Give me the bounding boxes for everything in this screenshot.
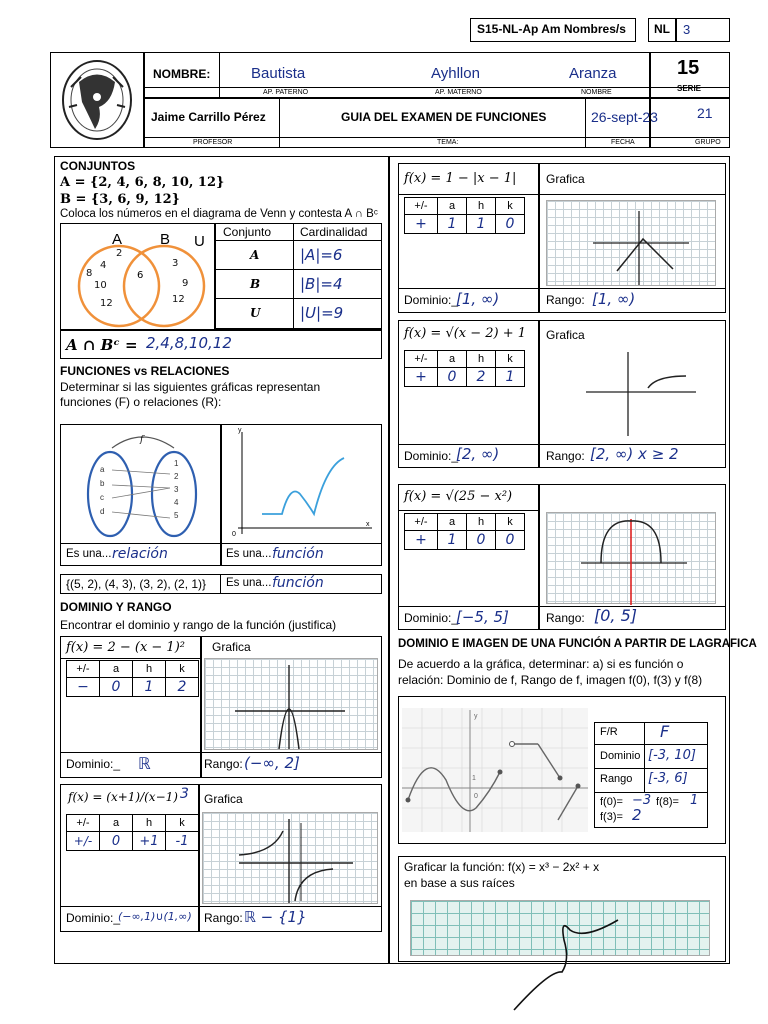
ap-materno-value: Ayhllon (431, 65, 480, 82)
f1-v-0: − (67, 678, 100, 697)
r2-h-3: k (496, 351, 525, 368)
r1-h-0: +/- (405, 198, 438, 215)
f1-h-1: a (100, 661, 133, 678)
header-block (50, 52, 730, 148)
serie-value: 15 (677, 57, 700, 79)
nombre-value: Aranza (569, 65, 617, 82)
nl-value: 3 (683, 22, 691, 37)
f8-label: f(8)= (656, 796, 679, 808)
r3-table (404, 513, 525, 550)
venn-a-number: 12 (100, 298, 113, 309)
f2-note: 3 (180, 786, 189, 802)
r1-h-2: h (467, 198, 496, 215)
mapping-range-item: 4 (174, 498, 179, 507)
r3-formula: f(x) = √(25 − x²) (404, 489, 513, 504)
ran-label: Rango (600, 773, 633, 785)
code-box (470, 18, 636, 42)
f1-grafica-label: Grafica (212, 640, 251, 654)
tema-value: GUIA DEL EXAMEN DE FUNCIONES (341, 110, 547, 124)
dom-img-o: 0 (474, 793, 478, 800)
f2-grafica-label: Grafica (204, 792, 243, 806)
venn-a-number: 8 (86, 268, 93, 279)
graficar-text: Graficar la función: f(x) = x³ − 2x² + x (404, 860, 600, 874)
r2-dominio-label: Dominio:_ (404, 449, 459, 463)
relation-graph (226, 426, 376, 540)
set-b: B = {3, 6, 9, 12} (60, 192, 181, 207)
r1-rango-label: Rango: (546, 293, 585, 307)
fecha-value: 26-sept-23 (591, 109, 658, 125)
row-u-set: U (250, 306, 261, 320)
venn-middle: 6 (137, 270, 144, 281)
r2-v-1: 0 (438, 368, 467, 387)
conjuntos-title: CONJUNTOS (60, 159, 136, 173)
r1-v-3: 0 (496, 215, 525, 234)
dom-img-one: 1 (472, 775, 476, 782)
r2-h-2: h (467, 351, 496, 368)
f2-dominio-answer: (−∞,1)∪(1,∞) (118, 910, 192, 923)
mapping-range-item: 2 (174, 472, 179, 481)
r1-dominio-label: Dominio:_ (404, 293, 459, 307)
venn-b-number: 12 (172, 294, 185, 305)
mapping-diagram (82, 430, 212, 540)
f1-v-2: 1 (133, 678, 166, 697)
f2-h-3: k (166, 815, 199, 832)
r3-dominio-answer: [−5, 5] (456, 608, 509, 626)
venn-label-u: U (194, 233, 205, 250)
r1-v-0: + (405, 215, 438, 234)
mapping-domain-item: b (100, 479, 105, 488)
r1-formula: f(x) = 1 − |x − 1| (404, 171, 517, 186)
mapping-domain-item: d (100, 507, 105, 516)
row-a-set: A (250, 248, 260, 262)
f1-rango-answer: (−∞, 2] (244, 754, 300, 772)
r3-h-2: h (467, 514, 496, 531)
r1-v-2: 1 (467, 215, 496, 234)
f2-graph (202, 812, 378, 904)
f1-rango-label: Rango: (204, 757, 243, 771)
profesor-value: Jaime Carrillo Pérez (151, 110, 266, 124)
mapping-range-item: 3 (174, 485, 179, 494)
f2-rango-label: Rango: (204, 911, 243, 925)
r3-rango-label: Rango: (546, 611, 585, 625)
f2-v-1: 0 (100, 832, 133, 851)
f2-h-1: a (100, 815, 133, 832)
r1-h-1: a (438, 198, 467, 215)
funciones-instruction: Determinar si las siguientes gráficas representan funciones (F) o relaciones (R): (60, 380, 321, 409)
venn-a-number: 4 (100, 260, 107, 271)
conjuntos-instruction: Coloca los números en el diagrama de Venn y contesta A ∩ Bᶜ (60, 208, 378, 220)
intersection-answer: 2,4,8,10,12 (146, 334, 232, 352)
f2-rango-answer: ℝ − {1} (244, 908, 307, 926)
row-b-answer: |B|=4 (300, 275, 343, 293)
f2-h-0: +/- (67, 815, 100, 832)
lbl-tema: TEMA: (437, 139, 459, 146)
f3-label: f(3)= (600, 811, 623, 823)
venn-a-number: 2 (116, 248, 123, 259)
mapping-domain-item: a (100, 465, 105, 474)
lbl-profesor: PROFESOR (193, 139, 233, 146)
venn-b-number: 3 (172, 258, 179, 269)
f2-h-2: h (133, 815, 166, 832)
intersection-label: A ∩ Bᶜ = (66, 336, 138, 354)
r3-v-3: 0 (496, 531, 525, 550)
lbl-materno: AP. MATERNO (435, 89, 482, 96)
cubic-sketch (500, 910, 640, 1016)
r1-h-3: k (496, 198, 525, 215)
fr-value: F (660, 722, 670, 741)
r1-rango-answer: [1, ∞) (592, 290, 636, 308)
f2-dominio-label: Dominio:_ (66, 911, 121, 925)
r2-dominio-answer: [2, ∞) (456, 445, 500, 463)
r3-dominio-label: Dominio:_ (404, 611, 459, 625)
r3-graph (546, 512, 716, 604)
r2-h-1: a (438, 351, 467, 368)
r2-graph (546, 344, 716, 440)
dom-img-y: y (474, 713, 478, 720)
r2-v-0: + (405, 368, 438, 387)
f2-table (66, 814, 199, 851)
r2-formula: f(x) = √(x − 2) + 1 (404, 326, 527, 341)
nl-box (648, 18, 730, 42)
dominio-imagen-title: DOMINIO E IMAGEN DE UNA FUNCIÓN A PARTIR DE LAGRAFICA (398, 638, 757, 650)
fr-label: F/R (600, 726, 618, 738)
r3-v-2: 0 (467, 531, 496, 550)
th-cardinalidad: Cardinalidad (300, 225, 368, 239)
f1-table (66, 660, 199, 697)
r1-graph (546, 200, 716, 286)
es-una-3-answer: función (272, 575, 324, 591)
graph-y-label: y (238, 427, 242, 434)
graph-x-label: x (366, 521, 370, 528)
f1-graph (204, 658, 378, 750)
f2-v-2: +1 (133, 832, 166, 851)
venn-a-number: 10 (94, 280, 107, 291)
r2-v-3: 1 (496, 368, 525, 387)
es-una-1-label: Es una... (66, 548, 112, 560)
r2-rango-answer: [2, ∞) x ≥ 2 (590, 445, 679, 463)
r1-dominio-answer: [1, ∞) (456, 290, 500, 308)
r1-table (404, 197, 525, 234)
f1-v-1: 0 (100, 678, 133, 697)
venn-label-b: B (160, 231, 171, 248)
graficar-sub: en base a sus raíces (404, 876, 515, 890)
f0-value: −3 (632, 793, 652, 808)
r3-h-0: +/- (405, 514, 438, 531)
venn-b-number: 9 (182, 278, 189, 289)
f3-value: 2 (632, 806, 642, 824)
r3-v-1: 1 (438, 531, 467, 550)
venn-diagram (64, 226, 214, 330)
r3-v-0: + (405, 531, 438, 550)
f1-dominio-answer: ℝ (138, 754, 151, 773)
es-una-2-answer: función (272, 546, 324, 562)
mapping-domain-item: c (100, 493, 104, 502)
f2-v-3: -1 (166, 832, 199, 851)
dom-img-graph (402, 708, 588, 832)
nl-label: NL (654, 22, 670, 36)
es-una-3-label: Es una... (226, 577, 272, 589)
es-una-2-label: Es una... (226, 548, 272, 560)
unam-seal (57, 57, 137, 143)
mapping-f: f (140, 435, 144, 445)
f1-h-0: +/- (67, 661, 100, 678)
r3-h-1: a (438, 514, 467, 531)
pairs-text: {(5, 2), (4, 3), (3, 2), (2, 1)} (66, 577, 207, 591)
r2-h-0: +/- (405, 351, 438, 368)
row-a-answer: |A|=6 (300, 246, 343, 264)
ap-paterno-value: Bautista (251, 65, 306, 82)
dom-label: Dominio (600, 750, 641, 762)
th-conjunto: Conjunto (223, 225, 272, 239)
ran-value: [-3, 6] (648, 771, 688, 786)
row-b-set: B (250, 277, 261, 291)
es-una-1-answer: relación (112, 546, 168, 562)
f1-v-3: 2 (166, 678, 199, 697)
r2-v-2: 2 (467, 368, 496, 387)
r3-rango-answer: [0, 5] (594, 606, 638, 625)
graph-o-label: 0 (232, 531, 236, 538)
dominio-imagen-instruction: De acuerdo a la gráfica, determinar: a) si es función o relación: Dominio de f, Rango de f, imagen f(0), f(3) y f(8) (398, 657, 703, 687)
code-text: S15-NL-Ap Am Nombres/s (477, 22, 626, 36)
r2-table (404, 350, 525, 387)
lbl-paterno: AP. PATERNO (263, 89, 309, 96)
r2-rango-label: Rango: (546, 449, 585, 463)
f1-formula: f(x) = 2 − (x − 1)² (66, 640, 185, 655)
f1-dominio-label: Dominio:_ (66, 757, 121, 771)
f2-v-0: +/- (67, 832, 100, 851)
f8-value: 1 (690, 793, 699, 808)
f0-label: f(0)= (600, 796, 623, 808)
lbl-fecha: FECHA (611, 139, 635, 146)
mapping-range-item: 5 (174, 511, 179, 520)
grupo-value: 21 (697, 105, 713, 121)
r2-grafica-label: Grafica (546, 328, 585, 342)
mapping-range-item: 1 (174, 459, 179, 468)
r1-grafica-label: Grafica (546, 172, 585, 186)
dominio-rango-title: DOMINIO Y RANGO (60, 600, 172, 614)
funciones-title: FUNCIONES vs RELACIONES (60, 364, 230, 378)
dom-value: [-3, 10] (648, 748, 696, 763)
set-a: A = {2, 4, 6, 8, 10, 12} (60, 175, 225, 190)
venn-label-a: A (112, 231, 123, 248)
row-u-answer: |U|=9 (300, 304, 344, 322)
lbl-grupo: GRUPO (695, 139, 721, 146)
nombre-label: NOMBRE: (153, 67, 211, 81)
r3-h-3: k (496, 514, 525, 531)
r1-v-1: 1 (438, 215, 467, 234)
f1-h-3: k (166, 661, 199, 678)
f2-formula: f(x) = (x+1)/(x−1) (68, 790, 178, 804)
lbl-nombre: NOMBRE (581, 89, 612, 96)
dominio-rango-instruction: Encontrar el dominio y rango de la función (justifica) (60, 618, 337, 632)
serie-label: SERIE (677, 84, 702, 93)
f1-h-2: h (133, 661, 166, 678)
